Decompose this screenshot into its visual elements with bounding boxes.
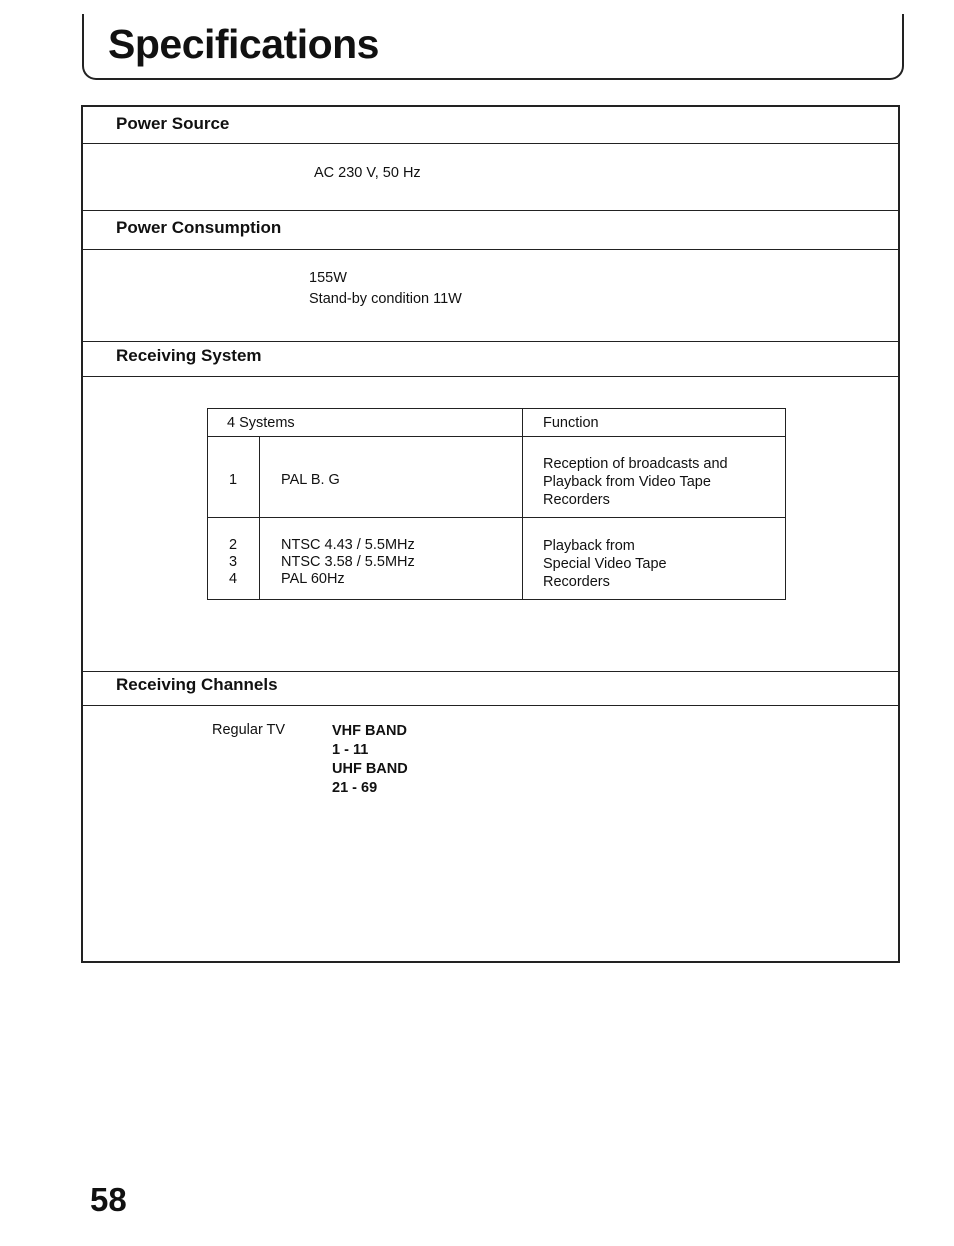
table-cell-number: 4 — [229, 571, 238, 587]
table-column-divider — [522, 409, 523, 599]
specifications-box — [81, 105, 900, 963]
divider — [83, 210, 898, 211]
table-header-systems: 4 Systems — [227, 415, 295, 431]
divider — [83, 376, 898, 377]
divider — [83, 341, 898, 342]
section-title-power-source: Power Source — [116, 114, 230, 133]
table-cell-system: PAL B. G — [281, 472, 340, 488]
table-cell-system: NTSC 4.43 / 5.5MHz — [281, 537, 415, 553]
table-cell-function: Playback from Video Tape — [543, 474, 711, 490]
table-cell-function: Playback from — [543, 538, 635, 554]
table-row-divider — [208, 436, 785, 437]
table-row-divider — [208, 517, 785, 518]
uhf-band-range: 21 - 69 — [332, 780, 378, 796]
table-cell-number: 2 — [229, 537, 238, 553]
table-cell-number: 1 — [229, 472, 238, 488]
table-cell-system: NTSC 3.58 / 5.5MHz — [281, 554, 415, 570]
vhf-band-label: VHF BAND — [332, 723, 407, 739]
divider — [83, 671, 898, 672]
section-title-power-consumption: Power Consumption — [116, 218, 282, 237]
divider — [83, 143, 898, 144]
table-cell-function: Recorders — [543, 492, 610, 508]
uhf-band-label: UHF BAND — [332, 761, 408, 777]
page-title: Specifications — [108, 21, 379, 67]
power-consumption-value: 155W — [309, 270, 347, 286]
table-cell-function: Recorders — [543, 574, 610, 590]
table-cell-function: Special Video Tape — [543, 556, 667, 572]
standby-consumption-value: Stand-by condition 11W — [309, 291, 462, 307]
table-header-function: Function — [543, 415, 599, 431]
divider — [83, 249, 898, 250]
table-cell-function: Reception of broadcasts and — [543, 456, 728, 472]
receiving-system-table — [207, 408, 786, 600]
vhf-band-range: 1 - 11 — [332, 742, 369, 758]
section-title-receiving-system: Receiving System — [116, 346, 262, 365]
channels-label: Regular TV — [212, 722, 286, 738]
page-number: 58 — [90, 1181, 127, 1218]
power-source-value: AC 230 V, 50 Hz — [314, 165, 421, 181]
divider — [83, 705, 898, 706]
table-cell-number: 3 — [229, 554, 238, 570]
table-cell-system: PAL 60Hz — [281, 571, 345, 587]
section-title-receiving-channels: Receiving Channels — [116, 675, 278, 694]
